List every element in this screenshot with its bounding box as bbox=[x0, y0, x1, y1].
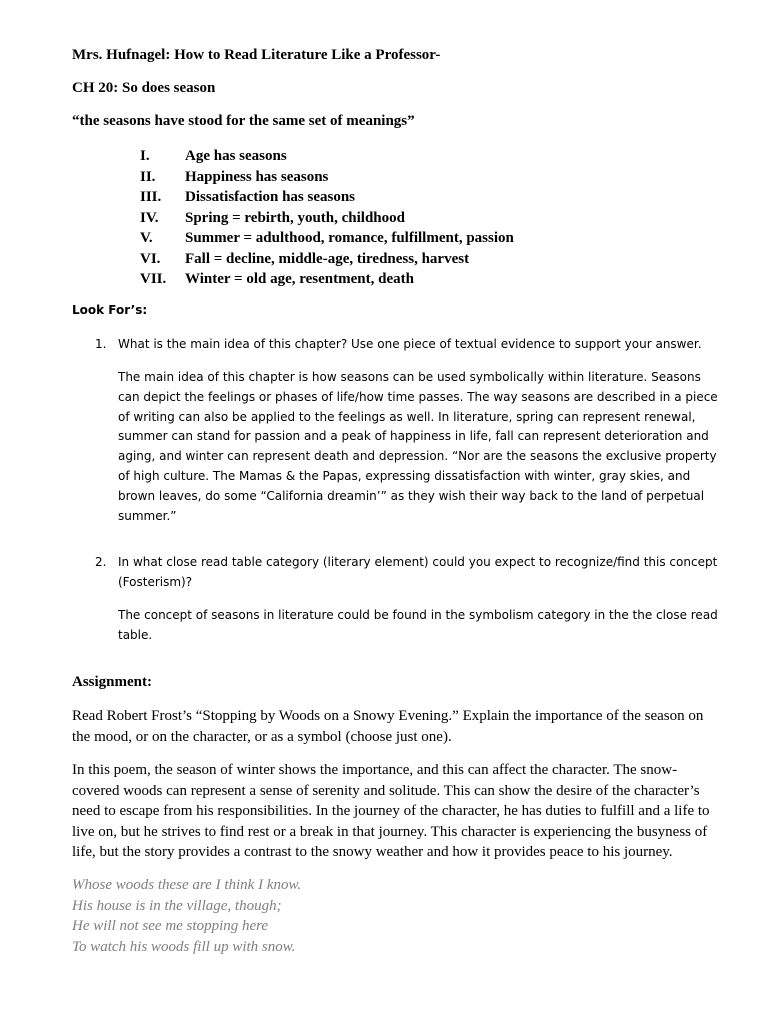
list-text: Spring = rebirth, youth, childhood bbox=[185, 209, 405, 226]
list-item bbox=[140, 146, 514, 167]
list-number: VI. bbox=[140, 250, 161, 267]
answer-1: The main idea of this chapter is how seasons can be used symbolically within literature. Seasons can depict the feelings or phases of life/how time passes. The way seasons are described in a piece of writing can also be applied to the feelings as well. In literature, spring can represent renewal, summer can stand for passion and a peak of happiness in life, fall can represent deterioration and aging, and winter can represent death and depression. “Nor are the seasons the exclusive property of high culture. The Mamas & the Papas, expressing dissatisfaction with winter, gray skies, and brown leaves, do some “California dreamin’” as they wish their way back to the land of perpetual summer.” bbox=[118, 370, 718, 523]
assignment-heading: Assignment: bbox=[72, 674, 153, 690]
question-number: 1. bbox=[95, 337, 107, 351]
chapter-quote: “the seasons have stood for the same set of meanings” bbox=[72, 113, 415, 129]
poem-line: Whose woods these are I think I know. bbox=[72, 877, 302, 893]
list-text: Summer = adulthood, romance, fulfillment, passion bbox=[185, 230, 514, 246]
poem-line: His house is in the village, though; bbox=[72, 897, 282, 914]
assignment-response: In this poem, the season of winter shows the importance, and this can affect the character. The snow-covered woods can represent a sense of serenity and solitude. This can show the desire of the character’s need to escape from his responsibilities. In the journey of the character, he has duties to fulfill and a life to live on, but he strives to find rest or a break in that journey. This character is experiencing the busyness of life, but the story provides a contrast to the snowy weather and how it provides peace to his journey. bbox=[72, 762, 710, 861]
list-text: Dissatisfaction has seasons bbox=[185, 189, 356, 205]
list-text: Winter = old age, resentment, death bbox=[185, 271, 414, 287]
poem-excerpt bbox=[72, 875, 301, 957]
list-number: VII. bbox=[140, 271, 167, 287]
list-text: Fall = decline, middle-age, tiredness, harvest bbox=[185, 250, 470, 267]
list-item bbox=[140, 228, 514, 249]
list-number: IV. bbox=[140, 209, 159, 226]
list-text: Age has seasons bbox=[185, 148, 287, 164]
list-number: III. bbox=[140, 189, 162, 205]
list-text: Happiness has seasons bbox=[185, 168, 329, 185]
list-number: V. bbox=[140, 230, 153, 246]
list-item bbox=[140, 187, 514, 208]
list-item bbox=[140, 167, 514, 188]
document-title: Mrs. Hufnagel: How to Read Literature Like a Professor- bbox=[72, 47, 441, 63]
list-number: II. bbox=[140, 168, 156, 185]
poem-line: To watch his woods fill up with snow. bbox=[72, 938, 296, 955]
question-text: In what close read table category (literary element) could you expect to recognize/find this concept (Fosterism)? bbox=[118, 555, 718, 589]
question-text: What is the main idea of this chapter? Use one piece of textual evidence to support your answer. bbox=[118, 337, 702, 351]
list-item bbox=[140, 249, 514, 270]
chapter-heading: CH 20: So does season bbox=[72, 80, 216, 96]
list-item bbox=[140, 208, 514, 229]
answer-2: The concept of seasons in literature could be found in the symbolism category in the the close read table. bbox=[118, 608, 718, 642]
question-number: 2. bbox=[95, 555, 107, 569]
poem-line: He will not see me stopping here bbox=[72, 918, 269, 935]
look-fors-heading: Look For’s: bbox=[72, 303, 148, 317]
season-meanings-list bbox=[140, 146, 514, 290]
question-2 bbox=[95, 553, 725, 592]
question-1 bbox=[95, 335, 725, 355]
assignment-prompt: Read Robert Frost’s “Stopping by Woods on a Snowy Evening.” Explain the importance of the season on the mood, or on the character, or as a symbol (choose just one). bbox=[72, 708, 704, 745]
list-item bbox=[140, 269, 514, 290]
list-number: I. bbox=[140, 148, 150, 164]
